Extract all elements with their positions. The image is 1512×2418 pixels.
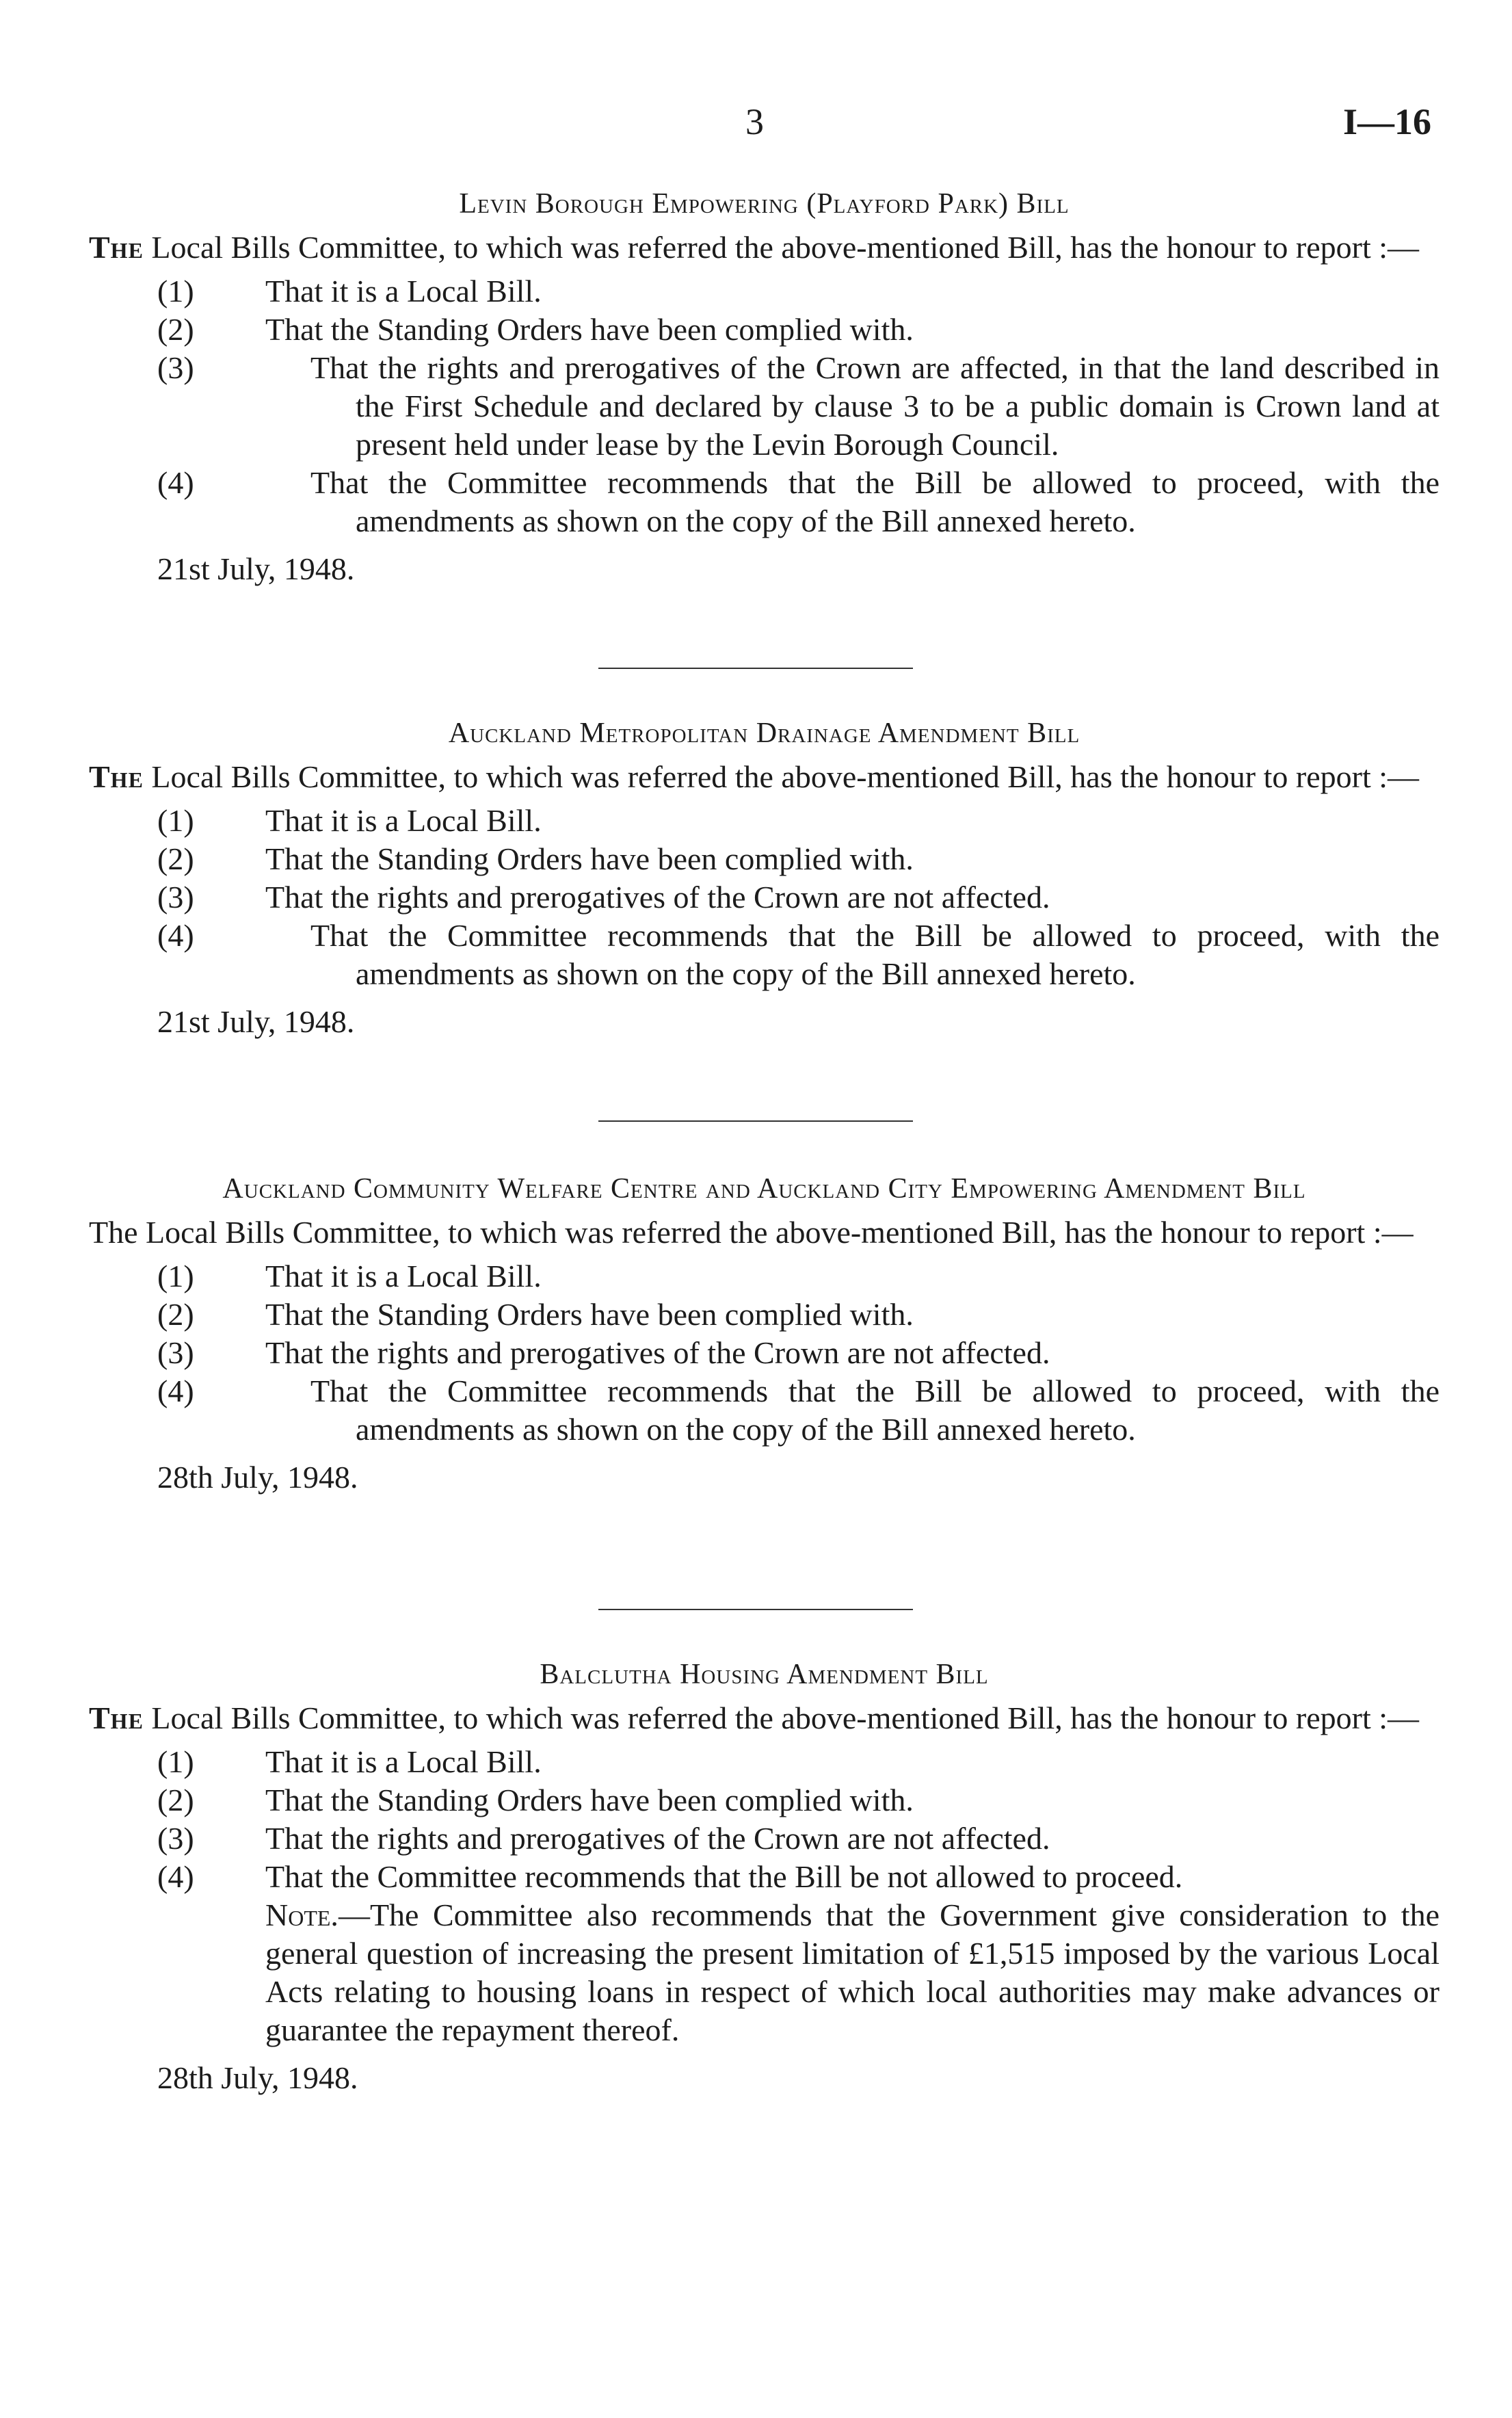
report-date: 28th July, 1948. (157, 2060, 358, 2095)
intro-text: Local Bills Committee, to which was referred the above-mentioned Bill, has the honour to report :— (143, 1700, 1420, 1735)
item-number: (3) (157, 1335, 194, 1370)
intro-lead: The (89, 1700, 144, 1735)
report-item (89, 1819, 1440, 1858)
report-intro (89, 1699, 1440, 1737)
item-text: That the Committee recommends that the Bill be allowed to proceed, with the amendments as shown on the copy of the Bill annexed hereto. (310, 918, 1440, 991)
bill-title: Balclutha Housing Amendment Bill (540, 1659, 989, 1690)
report-date: 21st July, 1948. (157, 551, 355, 586)
item-text: That the Committee recommends that the Bill be allowed to proceed, with the amendments as shown on the copy of the Bill annexed hereto. (310, 465, 1440, 538)
report-intro (89, 1213, 1440, 1252)
report-items (89, 1743, 1440, 1896)
bill-title: Levin Borough Empowering (Playford Park) Bill (459, 188, 1070, 220)
report-section-auckland-drainage (89, 715, 1440, 1041)
item-number: (1) (157, 274, 194, 308)
report-date: 28th July, 1948. (157, 1460, 358, 1495)
item-number: (1) (157, 803, 194, 838)
report-item (89, 464, 1440, 540)
item-text: That the Standing Orders have been complied with. (265, 841, 914, 876)
report-section-auckland-welfare (89, 1171, 1440, 1497)
report-item (89, 840, 1440, 878)
report-intro (89, 228, 1440, 267)
item-text: That it is a Local Bill. (265, 803, 542, 838)
item-number: (4) (157, 1374, 194, 1408)
report-items (89, 1257, 1440, 1449)
report-item (89, 1257, 1440, 1296)
report-date: 21st July, 1948. (157, 1004, 355, 1039)
report-item (89, 311, 1440, 349)
item-text: That the rights and prerogatives of the Crown are not affected. (265, 1335, 1050, 1370)
report-item (89, 1296, 1440, 1334)
bill-title: Auckland Community Welfare Centre and Auckland City Empowering Amendment Bill (222, 1173, 1306, 1205)
item-number: (1) (157, 1744, 194, 1779)
committee-note (89, 1896, 1440, 2049)
intro-text: Local Bills Committee, to which was referred the above-mentioned Bill, has the honour to report :— (143, 230, 1420, 265)
report-item (89, 272, 1440, 311)
section-divider (598, 1609, 913, 1610)
item-text: That it is a Local Bill. (265, 1744, 542, 1779)
report-item (89, 878, 1440, 917)
report-item (89, 1743, 1440, 1781)
item-text: That it is a Local Bill. (265, 274, 542, 308)
item-number: (2) (157, 312, 194, 347)
item-text: That the Standing Orders have been complied with. (265, 1297, 914, 1332)
page-number: 3 (745, 101, 764, 142)
item-text: That the rights and prerogatives of the Crown are affected, in that the land described in the First Schedule and declared by clause 3 to be a public domain is Crown land at present held under lease by the Levin Borough Council. (310, 350, 1440, 462)
intro-text: The Local Bills Committee, to which was referred the above-mentioned Bill, has the honour to report :— (89, 1215, 1414, 1250)
item-number: (2) (157, 1297, 194, 1332)
report-items (89, 272, 1440, 540)
paper-reference: I—16 (1342, 101, 1431, 142)
report-item (89, 802, 1440, 840)
report-item (89, 1334, 1440, 1372)
item-number: (3) (157, 1821, 194, 1856)
report-section-levin (89, 186, 1440, 588)
item-text: That the rights and prerogatives of the Crown are not affected. (265, 1821, 1050, 1856)
item-number: (3) (157, 880, 194, 915)
report-section-balclutha (89, 1657, 1440, 2097)
section-divider (598, 668, 913, 669)
intro-lead: The (89, 759, 144, 794)
item-number: (4) (157, 918, 194, 953)
note-lead: Note. (265, 1897, 339, 1932)
intro-lead: The (89, 230, 144, 265)
item-number: (3) (157, 350, 194, 385)
item-text: That the Standing Orders have been complied with. (265, 312, 914, 347)
item-text: That it is a Local Bill. (265, 1259, 542, 1293)
report-items (89, 802, 1440, 993)
report-item (89, 1781, 1440, 1819)
intro-text: Local Bills Committee, to which was referred the above-mentioned Bill, has the honour to report :— (143, 759, 1420, 794)
item-number: (4) (157, 1859, 194, 1894)
item-number: (4) (157, 465, 194, 500)
item-text: That the Committee recommends that the Bill be allowed to proceed, with the amendments as shown on the copy of the Bill annexed hereto. (310, 1374, 1440, 1447)
item-text: That the rights and prerogatives of the Crown are not affected. (265, 880, 1050, 915)
report-intro (89, 758, 1440, 796)
item-text: That the Committee recommends that the Bill be not allowed to proceed. (265, 1859, 1183, 1894)
report-item (89, 349, 1440, 464)
item-number: (2) (157, 1783, 194, 1817)
report-item (89, 1858, 1440, 1896)
report-item (89, 1372, 1440, 1449)
bill-title: Auckland Metropolitan Drainage Amendment Bill (448, 718, 1080, 749)
note-text: —The Committee also recommends that the Government give consideration to the general question of increasing the present limitation of £1,515 imposed by the various Local Acts relating to housing loans in respect of which local authorities may make advances or guarantee the repayment thereof. (265, 1897, 1440, 2047)
section-divider (598, 1120, 913, 1122)
report-item (89, 917, 1440, 993)
item-text: That the Standing Orders have been complied with. (265, 1783, 914, 1817)
item-number: (1) (157, 1259, 194, 1293)
item-number: (2) (157, 841, 194, 876)
